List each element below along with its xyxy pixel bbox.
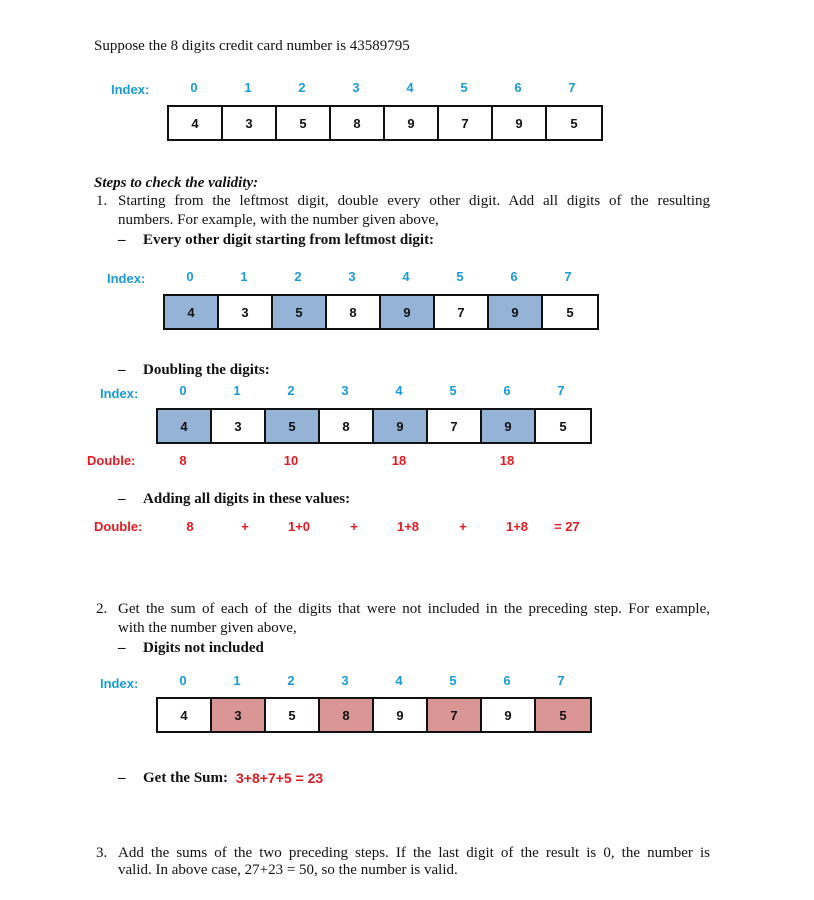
digit-cell: 7 [428, 410, 482, 442]
digit-cell: 9 [374, 699, 428, 731]
plus-sign: + [350, 519, 358, 534]
digit-cell: 3 [219, 296, 273, 328]
digit-cell: 3 [212, 410, 266, 442]
sum-term: 1+8 [505, 519, 529, 534]
digit-sum-row [160, 519, 610, 537]
step2-number: 2. [96, 601, 108, 617]
index-5: 5 [456, 269, 464, 284]
index-0: 0 [179, 383, 187, 398]
sum-term: 8 [186, 519, 194, 534]
index-7: 7 [557, 383, 565, 398]
index-7: 7 [557, 673, 565, 688]
digit-cell: 9 [385, 107, 439, 139]
digit-cell: 4 [158, 699, 212, 731]
doubled-row [156, 453, 592, 471]
index-0: 0 [179, 673, 187, 688]
index-2: 2 [294, 269, 302, 284]
index-6: 6 [514, 80, 522, 95]
step1-sub1: Every other digit starting from leftmost digit: [143, 232, 435, 248]
digit-cell: 5 [277, 107, 331, 139]
digit-cell-highlighted: 4 [158, 410, 212, 442]
doubled-value: 8 [179, 453, 187, 468]
step1-line2: numbers. For example, with the number given above, [118, 212, 439, 228]
digit-cell: 8 [327, 296, 381, 328]
step1-number: 1. [96, 193, 108, 209]
index-2: 2 [287, 673, 295, 688]
index-1: 1 [233, 383, 241, 398]
index-row-2 [163, 269, 599, 287]
index-3: 3 [352, 80, 360, 95]
digit-cell: 5 [543, 296, 597, 328]
digit-cell: 7 [439, 107, 493, 139]
sum-term: 1+0 [287, 519, 311, 534]
digit-cell-highlighted: 5 [266, 410, 320, 442]
index-label: Index: [100, 386, 139, 401]
step2-sub1: Digits not included [143, 640, 264, 656]
digit-cell: 8 [320, 410, 374, 442]
step2-line1: Get the sum of each of the digits that were not included in the preceding step. For example, [118, 601, 710, 617]
index-label: Index: [111, 82, 150, 97]
index-row-3 [156, 383, 592, 401]
sum-term: 1+8 [396, 519, 420, 534]
index-4: 4 [395, 673, 403, 688]
dash: – [118, 362, 126, 378]
index-3: 3 [341, 383, 349, 398]
step1-sub3: Adding all digits in these values: [143, 491, 351, 507]
index-0: 0 [190, 80, 198, 95]
index-0: 0 [186, 269, 194, 284]
double-label: Double: [87, 453, 136, 468]
index-5: 5 [460, 80, 468, 95]
step1-sub2: Doubling the digits: [143, 362, 270, 378]
index-6: 6 [503, 383, 511, 398]
index-1: 1 [233, 673, 241, 688]
step2-sum-expression: 3+8+7+5 = 23 [236, 770, 324, 786]
digit-array-4 [156, 697, 592, 733]
index-4: 4 [406, 80, 414, 95]
intro-text: Suppose the 8 digits credit card number is 43589795 [94, 38, 410, 54]
index-4: 4 [395, 383, 403, 398]
dash: – [118, 640, 126, 656]
index-5: 5 [449, 673, 457, 688]
index-2: 2 [287, 383, 295, 398]
digit-cell-highlighted: 8 [320, 699, 374, 731]
digit-cell-highlighted: 9 [489, 296, 543, 328]
steps-heading: Steps to check the validity: [94, 175, 259, 191]
dash: – [118, 770, 126, 786]
digit-cell: 4 [169, 107, 223, 139]
digit-cell-highlighted: 7 [428, 699, 482, 731]
step2-sum-label: Get the Sum: [143, 770, 228, 786]
digit-array-1 [167, 105, 603, 141]
index-7: 7 [568, 80, 576, 95]
index-5: 5 [449, 383, 457, 398]
index-label: Index: [100, 676, 139, 691]
index-1: 1 [240, 269, 248, 284]
doubled-value: 18 [391, 453, 407, 468]
step3-number: 3. [96, 845, 108, 861]
index-1: 1 [244, 80, 252, 95]
step3-line1: Add the sums of the two preceding steps. If the last digit of the result is 0, the number is [118, 845, 710, 861]
index-3: 3 [341, 673, 349, 688]
digit-cell-highlighted: 4 [165, 296, 219, 328]
dash: – [118, 232, 126, 248]
step2-line2: with the number given above, [118, 620, 297, 636]
digit-cell-highlighted: 3 [212, 699, 266, 731]
digit-cell: 8 [331, 107, 385, 139]
digit-cell: 5 [536, 410, 590, 442]
index-row-4 [156, 673, 592, 691]
digit-cell-highlighted: 9 [381, 296, 435, 328]
digit-cell-highlighted: 9 [374, 410, 428, 442]
index-label: Index: [107, 271, 146, 286]
index-7: 7 [564, 269, 572, 284]
dash: – [118, 491, 126, 507]
digit-cell: 5 [266, 699, 320, 731]
index-4: 4 [402, 269, 410, 284]
digit-cell: 7 [435, 296, 489, 328]
step3-line2: valid. In above case, 27+23 = 50, so the number is valid. [118, 862, 458, 878]
index-6: 6 [503, 673, 511, 688]
digit-array-3 [156, 408, 592, 444]
step1-line1: Starting from the leftmost digit, double every other digit. Add all digits of the resulting [118, 193, 710, 209]
digit-array-2 [163, 294, 599, 330]
sum-result: = 27 [554, 519, 580, 534]
digit-cell-highlighted: 5 [536, 699, 590, 731]
plus-sign: + [241, 519, 249, 534]
digit-cell-highlighted: 5 [273, 296, 327, 328]
index-row-1 [167, 80, 603, 98]
index-3: 3 [348, 269, 356, 284]
digit-cell: 5 [547, 107, 601, 139]
index-2: 2 [298, 80, 306, 95]
doubled-value: 10 [283, 453, 299, 468]
double-label: Double: [94, 519, 143, 534]
digit-cell: 9 [493, 107, 547, 139]
digit-cell: 9 [482, 699, 536, 731]
digit-cell: 3 [223, 107, 277, 139]
doubled-value: 18 [499, 453, 515, 468]
plus-sign: + [459, 519, 467, 534]
digit-cell-highlighted: 9 [482, 410, 536, 442]
index-6: 6 [510, 269, 518, 284]
